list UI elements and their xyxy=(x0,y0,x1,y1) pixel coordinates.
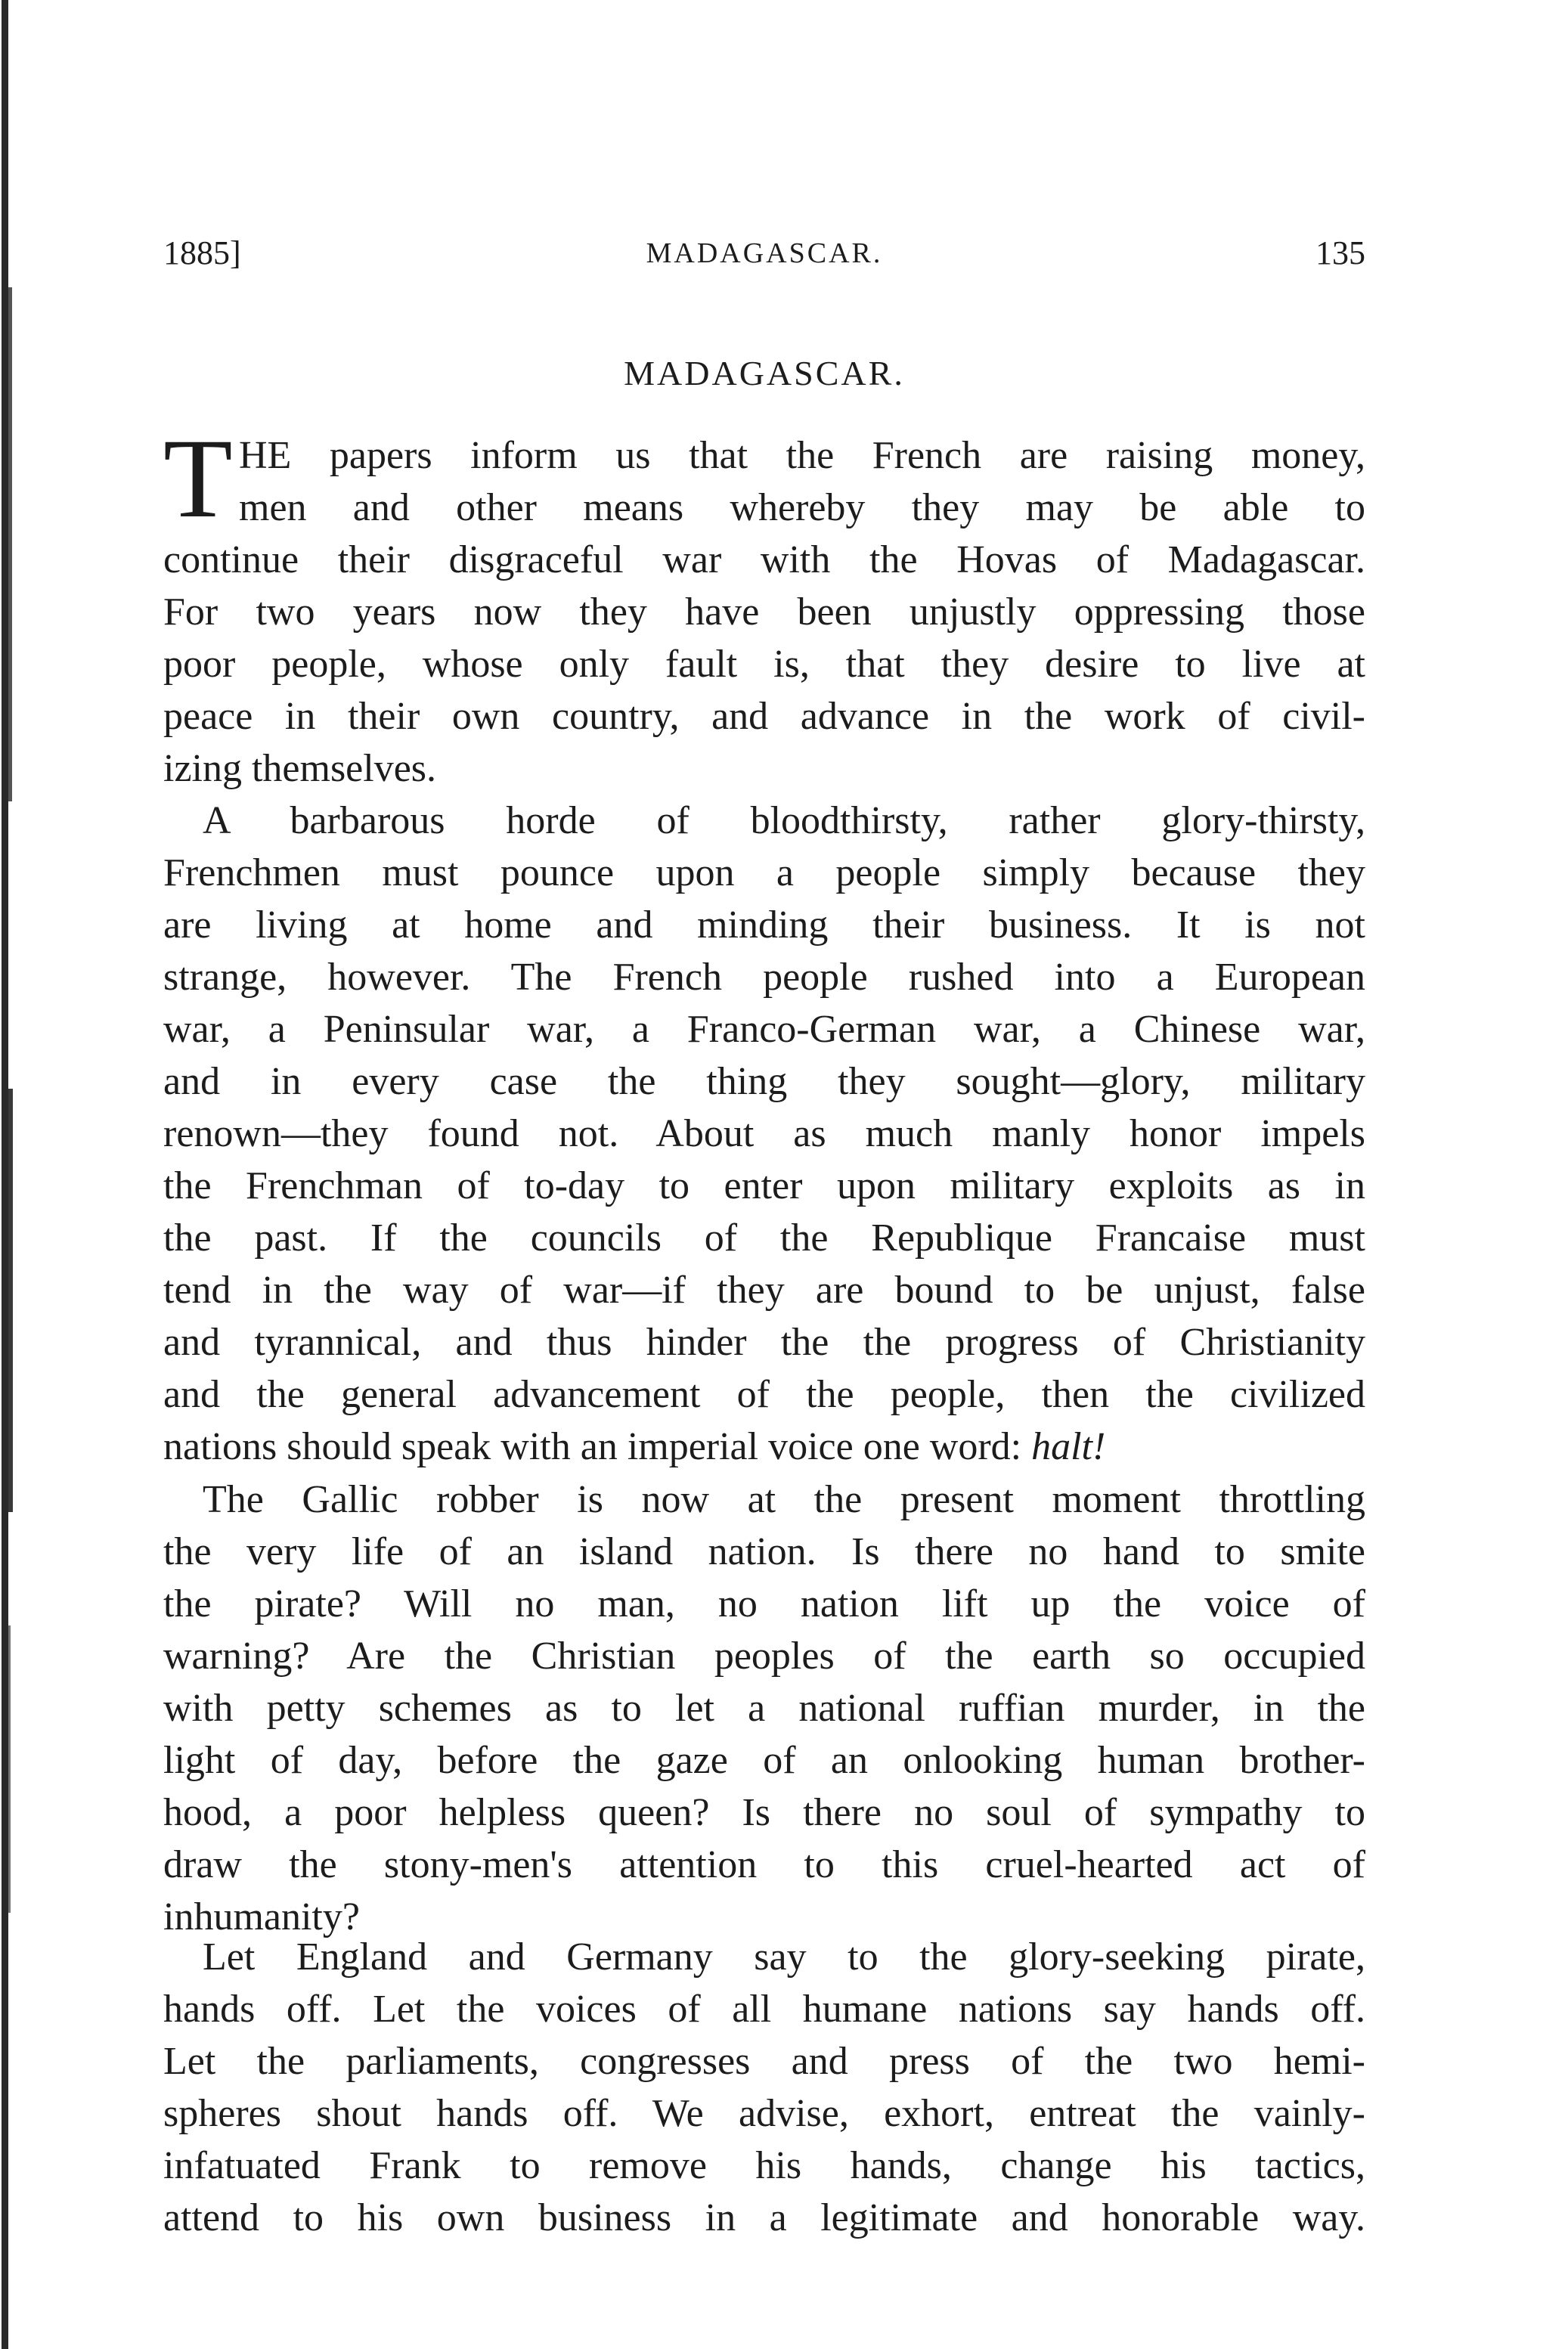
text-line: the very life of an island nation. Is there no hand to smite xyxy=(163,1530,1365,1573)
text-line: and in every case the thing they sought—glory, military xyxy=(163,1060,1365,1103)
text-line: HE papers inform us that the French are raising money, xyxy=(239,434,1365,477)
text-line: the past. If the councils of the Republique Francaise must xyxy=(163,1216,1365,1260)
text-line: are living at home and minding their business. It is not xyxy=(163,903,1365,947)
italic-word: halt! xyxy=(1031,1425,1106,1468)
article-title: MADAGASCAR. xyxy=(624,354,905,392)
page-number: 135 xyxy=(1315,234,1365,271)
text-line: peace in their own country, and advance in the work of civil- xyxy=(163,695,1365,738)
text-line: the pirate? Will no man, no nation lift up the voice of xyxy=(163,1582,1365,1625)
text-line: Frenchmen must pounce upon a people simply because they xyxy=(163,851,1365,894)
running-head-title: MADAGASCAR. xyxy=(646,237,883,269)
text-line: strange, however. The French people rushed into a European xyxy=(163,956,1365,999)
running-head-year: 1885] xyxy=(163,234,241,271)
text-line: war, a Peninsular war, a Franco-German war, a Chinese war, xyxy=(163,1008,1365,1051)
text-line: hood, a poor helpless queen? Is there no soul of sympathy to xyxy=(163,1791,1365,1834)
text-line: light of day, before the gaze of an onlooking human brother- xyxy=(163,1739,1365,1782)
text-line: For two years now they have been unjustly oppressing those xyxy=(163,590,1365,634)
text-line: The Gallic robber is now at the present moment throttling xyxy=(203,1478,1365,1521)
paragraph-2 xyxy=(163,795,1365,1473)
text-line: draw the stony-men's attention to this cruel-hearted act of xyxy=(163,1843,1365,1886)
text-line: tend in the way of war—if they are bound to be unjust, false xyxy=(163,1269,1365,1312)
text-line: renown—they found not. About as much manly honor impels xyxy=(163,1112,1365,1155)
paragraph-3 xyxy=(163,1474,1365,1943)
text-line: A barbarous horde of bloodthirsty, rather glory-thirsty, xyxy=(203,799,1365,842)
text-line: and tyrannical, and thus hinder the the progress of Christianity xyxy=(163,1321,1365,1364)
page xyxy=(163,0,1365,2349)
page-binding-edge xyxy=(0,0,20,2349)
text-line: men and other means whereby they may be able to xyxy=(239,486,1365,529)
text-segment: nations should speak with an imperial voice one word: xyxy=(163,1425,1032,1468)
drop-cap: T xyxy=(163,416,233,541)
paragraph-4 xyxy=(163,1931,1365,2244)
text-line: spheres shout hands off. We advise, exhort, entreat the vainly- xyxy=(163,2092,1365,2135)
paragraph-1 xyxy=(163,416,1365,795)
text-line: attend to his own business in a legitimate and honorable way. xyxy=(163,2196,1365,2239)
text-line: and the general advancement of the people, then the civilized xyxy=(163,1373,1365,1416)
text-line: with petty schemes as to let a national ruffian murder, in the xyxy=(163,1687,1365,1730)
text-line: Let the parliaments, congresses and press of the two hemi- xyxy=(163,2040,1365,2083)
text-line: warning? Are the Christian peoples of the earth so occupied xyxy=(163,1635,1365,1678)
running-head xyxy=(163,231,1365,276)
text-line: infatuated Frank to remove his hands, change his tactics, xyxy=(163,2144,1365,2187)
text-line: izing themselves. xyxy=(163,747,437,790)
text-line: Let England and Germany say to the glory-seeking pirate, xyxy=(203,1935,1365,1979)
text-line: hands off. Let the voices of all humane nations say hands off. xyxy=(163,1988,1365,2031)
text-line: the Frenchman of to-day to enter upon military exploits as in xyxy=(163,1164,1365,1207)
text-line: poor people, whose only fault is, that they desire to live at xyxy=(163,643,1365,686)
text-line: inhumanity? xyxy=(163,1895,360,1938)
text-line-with-italic xyxy=(163,1421,1365,1473)
text-line: continue their disgraceful war with the Hovas of Madagascar. xyxy=(163,538,1365,581)
